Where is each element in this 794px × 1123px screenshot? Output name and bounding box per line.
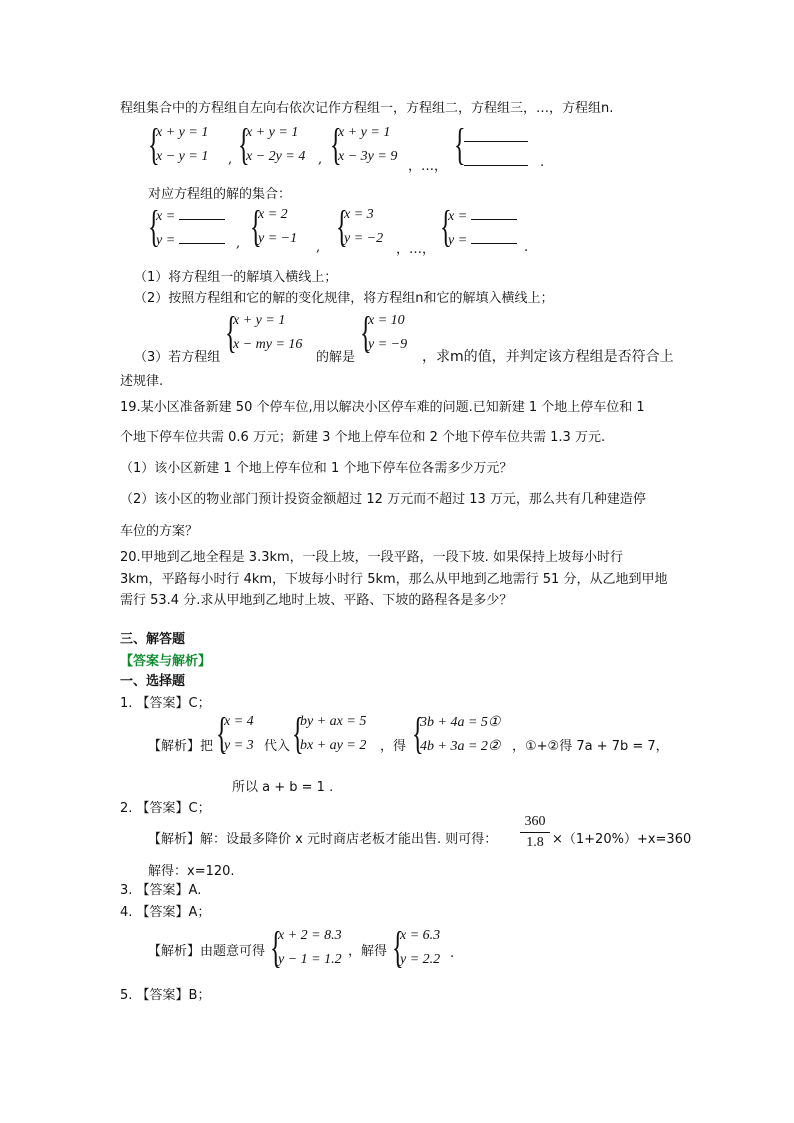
eq-line: x − 3y = 9 bbox=[338, 149, 398, 164]
a4-mid: ，解得 bbox=[348, 944, 388, 959]
separator: , bbox=[316, 240, 321, 255]
separator: , bbox=[228, 152, 233, 167]
p19-line-1: 19.某小区准备新建 50 个停车位,用以解决小区停车难的问题.已知新建 1 个地上停车位和 1 bbox=[120, 400, 645, 415]
fraction-denominator: 1.8 bbox=[526, 835, 544, 850]
eq-line: y = bbox=[156, 231, 225, 249]
fraction-numerator: 360 bbox=[524, 814, 546, 829]
a2-result: 解得：x=120. bbox=[148, 864, 235, 879]
blank-line bbox=[464, 129, 528, 142]
eq-line: x − my = 16 bbox=[233, 337, 303, 352]
separator: , bbox=[236, 236, 241, 251]
eq-line: x − 2y = 4 bbox=[246, 149, 306, 164]
brace-icon: { bbox=[440, 202, 452, 251]
brace-icon: { bbox=[238, 120, 250, 169]
eq-line: by + ax = 5 bbox=[300, 714, 367, 729]
ellipsis: ，…， bbox=[396, 242, 436, 257]
answer-2-head: 2. 【答案】C； bbox=[120, 801, 211, 816]
eq-line: y = bbox=[448, 231, 517, 249]
brace-icon: { bbox=[454, 120, 466, 169]
answer-4-head: 4. 【答案】A； bbox=[120, 905, 211, 920]
brace-icon: { bbox=[292, 709, 304, 758]
eq-line: x + y = 1 bbox=[246, 125, 299, 140]
brace-icon: { bbox=[412, 709, 424, 758]
eq-line: x + y = 1 bbox=[156, 125, 209, 140]
period: . bbox=[524, 240, 529, 255]
q3-suffix: ，求m的值，并判定该方程组是否符合上 bbox=[422, 349, 674, 365]
brace-icon: { bbox=[225, 308, 237, 357]
eq-line: y = 2.2 bbox=[400, 952, 441, 967]
period: . bbox=[540, 155, 545, 170]
eq-line: x + y = 1 bbox=[338, 125, 391, 140]
eq-line: 3b + 4a = 5① bbox=[420, 715, 501, 730]
eq-line: x = 6.3 bbox=[400, 928, 441, 943]
eq-line: x = bbox=[448, 207, 517, 225]
eq-line: x = bbox=[156, 207, 225, 225]
p20-line-2: 3km，平路每小时行 4km，下坡每小时行 5km，那么从甲地到乙地需行 51 分，从乙地到甲地 bbox=[120, 572, 668, 587]
eq-line: x − y = 1 bbox=[156, 149, 209, 164]
q3-mid: 的解是 bbox=[316, 350, 356, 365]
answers-heading: 【答案与解析】 bbox=[120, 654, 212, 669]
eq-line: x = 3 bbox=[344, 207, 374, 222]
a1-tail: ，①+②得 7a + 7b = 7， bbox=[512, 739, 669, 754]
answer-1-head: 1. 【答案】C； bbox=[120, 696, 211, 711]
brace-icon: { bbox=[392, 923, 404, 972]
eq-line: x + 2 = 8.3 bbox=[278, 928, 342, 943]
brace-icon: { bbox=[330, 120, 342, 169]
period: . bbox=[450, 946, 455, 961]
section-3-heading: 三、解答题 bbox=[120, 632, 186, 647]
question-2: （2）按照方程组和它的解的变化规律，将方程组n和它的解填入横线上； bbox=[134, 291, 554, 306]
a2-tail: ×（1+20%）+x=360 bbox=[552, 832, 692, 847]
q3-prefix: （3）若方程组 bbox=[134, 350, 221, 365]
eq-line: x = 4 bbox=[224, 714, 254, 729]
eq-line: y = −9 bbox=[368, 337, 408, 352]
eq-line: 4b + 3a = 2② bbox=[420, 739, 501, 754]
eq-line: y = −1 bbox=[258, 231, 298, 246]
p19-line-2: 个地下停车位共需 0.6 万元；新建 3 个地上停车位和 2 个地下停车位共需 1.3 万元. bbox=[120, 430, 606, 445]
fraction-bar bbox=[520, 832, 550, 833]
eq-line: y − 1 = 1.2 bbox=[278, 952, 342, 967]
answer-3: 3. 【答案】A. bbox=[120, 883, 202, 898]
brace-icon: { bbox=[148, 120, 160, 169]
eq-line: x + y = 1 bbox=[233, 313, 286, 328]
eq-line: x = 10 bbox=[368, 313, 405, 328]
answer-5: 5. 【答案】B； bbox=[120, 988, 211, 1003]
a2-fraction bbox=[520, 814, 550, 851]
brace-icon: { bbox=[336, 202, 348, 251]
eq-line: y = −2 bbox=[344, 231, 384, 246]
separator: , bbox=[318, 152, 323, 167]
p19-question-1: （1）该小区新建 1 个地上停车位和 1 个地下停车位各需多少万元？ bbox=[120, 461, 513, 476]
p19-question-2: （2）该小区的物业部门预计投资金额超过 12 万元而不超过 13 万元，那么共有几种建造停 bbox=[120, 492, 646, 507]
analysis-tag: 【解析】由题意可得 bbox=[148, 944, 266, 959]
solution-caption: 对应方程组的解的集合： bbox=[148, 187, 292, 202]
brace-icon: { bbox=[270, 923, 282, 972]
eq-line: y = 3 bbox=[224, 738, 254, 753]
question-1: （1）将方程组一的解填入横线上； bbox=[134, 270, 338, 285]
p19-question-2b: 车位的方案？ bbox=[120, 524, 199, 539]
brace-icon: { bbox=[148, 202, 160, 251]
section-1-heading: 一、选择题 bbox=[120, 674, 186, 689]
blank-line bbox=[464, 153, 528, 166]
eq-line: x = 2 bbox=[258, 207, 288, 222]
brace-icon: { bbox=[216, 709, 228, 758]
a1-last: 所以 a + b = 1 . bbox=[232, 780, 334, 795]
q3-cont: 述规律. bbox=[120, 374, 164, 389]
a2-text: 【解析】解：设最多降价 x 元时商店老板才能出售. 则可得： bbox=[148, 832, 498, 847]
intro-line: 程组集合中的方程组自左向右依次记作方程组一，方程组二，方程组三，…，方程组n. bbox=[120, 101, 614, 116]
eq-line: bx + ay = 2 bbox=[300, 738, 367, 753]
a1-mid-1: 代入 bbox=[264, 739, 291, 754]
analysis-tag: 【解析】把 bbox=[148, 739, 214, 754]
brace-icon: { bbox=[360, 308, 372, 357]
a1-mid-2: ，得 bbox=[380, 739, 407, 754]
ellipsis: ，…， bbox=[408, 159, 448, 174]
p20-line-3: 需行 53.4 分.求从甲地到乙地时上坡、平路、下坡的路程各是多少？ bbox=[120, 593, 513, 608]
brace-icon: { bbox=[250, 202, 262, 251]
p20-line-1: 20.甲地到乙地全程是 3.3km，一段上坡，一段平路，一段下坡. 如果保持上坡每小时行 bbox=[120, 550, 623, 565]
